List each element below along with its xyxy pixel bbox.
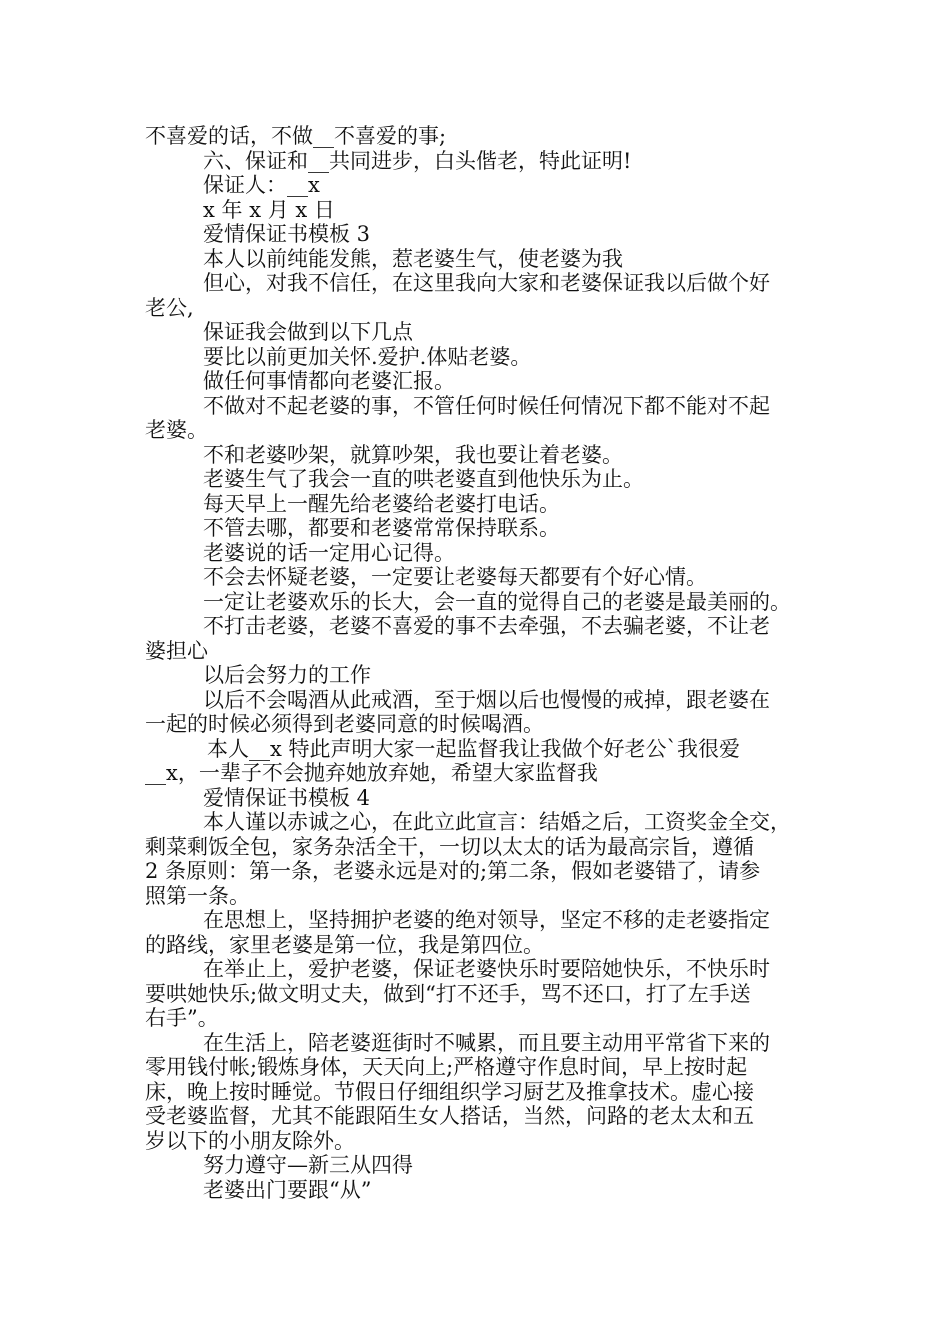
text-line: 本人__x 特此声明大家一起监督我让我做个好老公`我很爱 bbox=[207, 736, 741, 761]
text-line: 老婆生气了我会一直的哄老婆直到他快乐为止。 bbox=[203, 467, 644, 491]
text-line: 不和老婆吵架，就算吵架，我也要让着老婆。 bbox=[203, 442, 623, 467]
text-line: 零用钱付帐;锻炼身体，天天向上;严格遵守作息时间，早上按时起 bbox=[145, 1055, 748, 1079]
text-line: __x，一辈子不会抛弃她放弃她，希望大家监督我 bbox=[145, 761, 598, 785]
section-heading: 爱情保证书模板 3 bbox=[203, 222, 371, 246]
text-line: 照第一条。 bbox=[145, 883, 250, 908]
text-line: 岁以下的小朋友除外。 bbox=[145, 1128, 355, 1153]
text-line: 要哄她快乐;做文明丈夫，做到“打不还手，骂不还口，打了左手送 bbox=[145, 981, 751, 1006]
text-line: 努力遵守—新三从四得 bbox=[203, 1153, 413, 1177]
text-line: 以后会努力的工作 bbox=[203, 663, 371, 687]
text-line: 受老婆监督，尤其不能跟陌生女人搭话，当然，问路的老太太和五 bbox=[145, 1104, 754, 1128]
text-line: 但心，对我不信任，在这里我向大家和老婆保证我以后做个好 bbox=[203, 271, 770, 295]
text-line: 本人以前纯能发熊，惹老婆生气，使老婆为我 bbox=[203, 246, 623, 271]
text-line: 2 条原则：第一条，老婆永远是对的;第二条，假如老婆错了，请参 bbox=[145, 859, 761, 883]
text-line: 在举止上，爱护老婆，保证老婆快乐时要陪她快乐，不快乐时 bbox=[203, 957, 770, 981]
text-line: 老婆出门要跟“从” bbox=[203, 1177, 372, 1202]
text-line: x 年 x 月 x 日 bbox=[203, 197, 335, 222]
text-line: 不打击老婆，老婆不喜爱的事不去牵强，不去骗老婆，不让老 bbox=[203, 614, 770, 638]
text-line: 一定让老婆欢乐的长大，会一直的觉得自己的老婆是最美丽的。 bbox=[203, 589, 791, 614]
text-line: 的路线，家里老婆是第一位，我是第四位。 bbox=[145, 932, 544, 957]
text-line: 右手”。 bbox=[145, 1006, 219, 1030]
text-line: 保证人：__x bbox=[203, 173, 320, 197]
text-line: 床，晚上按时睡觉。节假日仔细组织学习厨艺及推拿技术。虚心接 bbox=[145, 1079, 754, 1104]
text-line: 一起的时候必须得到老婆同意的时候喝酒。 bbox=[145, 712, 544, 736]
text-line: 保证我会做到以下几点 bbox=[203, 320, 413, 344]
text-line: 在思想上，坚持拥护老婆的绝对领导，坚定不移的走老婆指定 bbox=[203, 908, 770, 932]
text-line: 婆担心 bbox=[145, 638, 208, 663]
text-line: 六、保证和__共同进步，白头偕老，特此证明! bbox=[203, 148, 632, 173]
text-line: 每天早上一醒先给老婆给老婆打电话。 bbox=[203, 491, 560, 516]
text-line: 以后不会喝酒从此戒酒，至于烟以后也慢慢的戒掉，跟老婆在 bbox=[203, 687, 770, 712]
text-line: 要比以前更加关怀.爱护.体贴老婆。 bbox=[203, 344, 532, 369]
document-page bbox=[145, 124, 835, 1202]
text-line: 剩菜剩饭全包，家务杂活全干，一切以太太的话为最高宗旨，遵循 bbox=[145, 834, 754, 859]
text-line: 本人谨以赤诚之心，在此立此宣言：结婚之后，工资奖金全交， bbox=[203, 810, 791, 834]
text-line: 不会去怀疑老婆，一定要让老婆每天都要有个好心情。 bbox=[203, 565, 707, 589]
text-line: 在生活上，陪老婆逛街时不喊累，而且要主动用平常省下来的 bbox=[203, 1030, 770, 1055]
text-line: 不管去哪，都要和老婆常常保持联系。 bbox=[203, 516, 560, 540]
text-line: 不做对不起老婆的事，不管任何时候任何情况下都不能对不起 bbox=[203, 393, 770, 418]
text-line: 做任何事情都向老婆汇报。 bbox=[203, 369, 455, 393]
text-line: 老婆说的话一定用心记得。 bbox=[203, 540, 455, 565]
text-line: 老公, bbox=[145, 295, 194, 320]
section-heading: 爱情保证书模板 4 bbox=[203, 785, 371, 810]
text-line: 老婆。 bbox=[145, 418, 208, 442]
text-line: 不喜爱的话，不做__不喜爱的事; bbox=[145, 124, 447, 148]
